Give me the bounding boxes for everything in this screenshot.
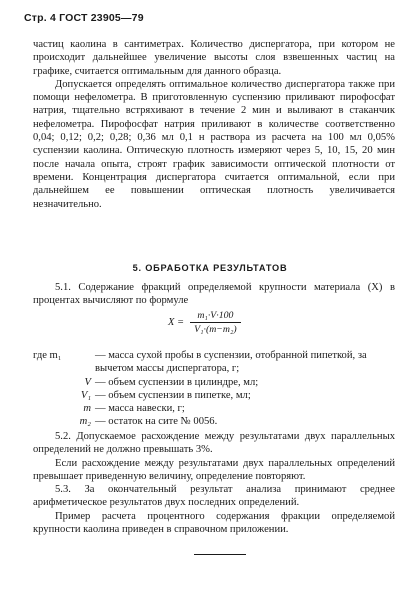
definition-text: — остаток на сите № 0056.	[95, 416, 218, 428]
paragraph-5-1: 5.1. Содержание фракций определяемой крупности материала (X) в процентах вычисляют по формуле	[33, 282, 395, 307]
definition-symbol: m₂	[79, 416, 91, 428]
definition-text: — объем суспензии в пипетке, мл;	[95, 389, 251, 401]
intro-block	[33, 38, 395, 211]
formula	[168, 310, 241, 335]
definition-row	[33, 415, 395, 428]
paragraphs-5-2-5-3	[33, 430, 395, 536]
formula-lhs: X =	[168, 317, 185, 328]
formula-numerator: m₁·V·100	[197, 310, 234, 321]
definition-symbol: m	[83, 403, 91, 415]
formula-denominator: V₁·(m−m₂)	[194, 324, 237, 335]
intro-paragraph-2: Допускается определять оптимальное количество диспергатора также при помощи нефелометра. В приготовленную суспензию приливают пирофосфат натрия, тщательно встряхивают в течение 2 мин и выливают в стаканчик нефелометра. Пирофосфат натрия приливают в количестве соответственно 0,04; 0,12; 0,2; 0,28; 0,36 мл 0,1 н раствора из расчета на 100 мл 0,05% суспензии каолина. Оптическую плотность измеряют через 5, 10, 15, 20 мин после начала опыта, строят график зависимости оптической плотности от времени. Концентрация диспергатора считается оптимальной, если при дальнейшем ее повышении оптическая плотность увеличивается незначительно.	[33, 78, 395, 210]
definition-symbol: где m₁	[33, 350, 62, 361]
intro-paragraph-1: частиц каолина в сантиметрах. Количество диспергатора, при котором не происходит дальнейшее увеличение высоты слоя взвешенных частиц на графике, считается оптимальным для данного образца.	[33, 39, 395, 77]
definition-row	[33, 376, 395, 389]
page-header: Стр. 4 ГОСТ 23905—79	[24, 12, 144, 24]
definition-symbol: V₁	[80, 389, 91, 401]
paragraph-5-3-b: Пример расчета процентного содержания фракции определяемой крупности каолина приведен в справочном приложении.	[33, 510, 395, 536]
definition-row	[33, 389, 395, 402]
end-rule	[194, 554, 246, 555]
definition-symbol: V	[84, 376, 91, 388]
paragraph-5-3: 5.3. За окончательный результат анализа принимают среднее арифметическое результатов двух последних определений.	[33, 484, 395, 509]
paragraph-5-1-block	[33, 281, 395, 308]
definition-text: — масса сухой пробы в суспензии, отобранной пипеткой, за вычетом массы диспергатора, г;	[95, 350, 367, 375]
formula-fraction	[190, 310, 241, 335]
fraction-bar	[190, 322, 241, 323]
definitions-list	[33, 349, 395, 429]
definition-row	[33, 349, 395, 376]
definition-text: — масса навески, г;	[95, 403, 185, 415]
paragraph-5-2: 5.2. Допускаемое расхождение между результатами двух параллельных определений не должно превышать 3%.	[33, 431, 395, 456]
paragraph-5-2-b: Если расхождение между результатами двух параллельных определений превышает приведенную величину, определение повторяют.	[33, 457, 395, 482]
section-heading: 5. ОБРАБОТКА РЕЗУЛЬТАТОВ	[132, 263, 288, 273]
definition-row	[33, 402, 395, 415]
definition-text: — объем суспензии в цилиндре, мл;	[95, 376, 259, 388]
